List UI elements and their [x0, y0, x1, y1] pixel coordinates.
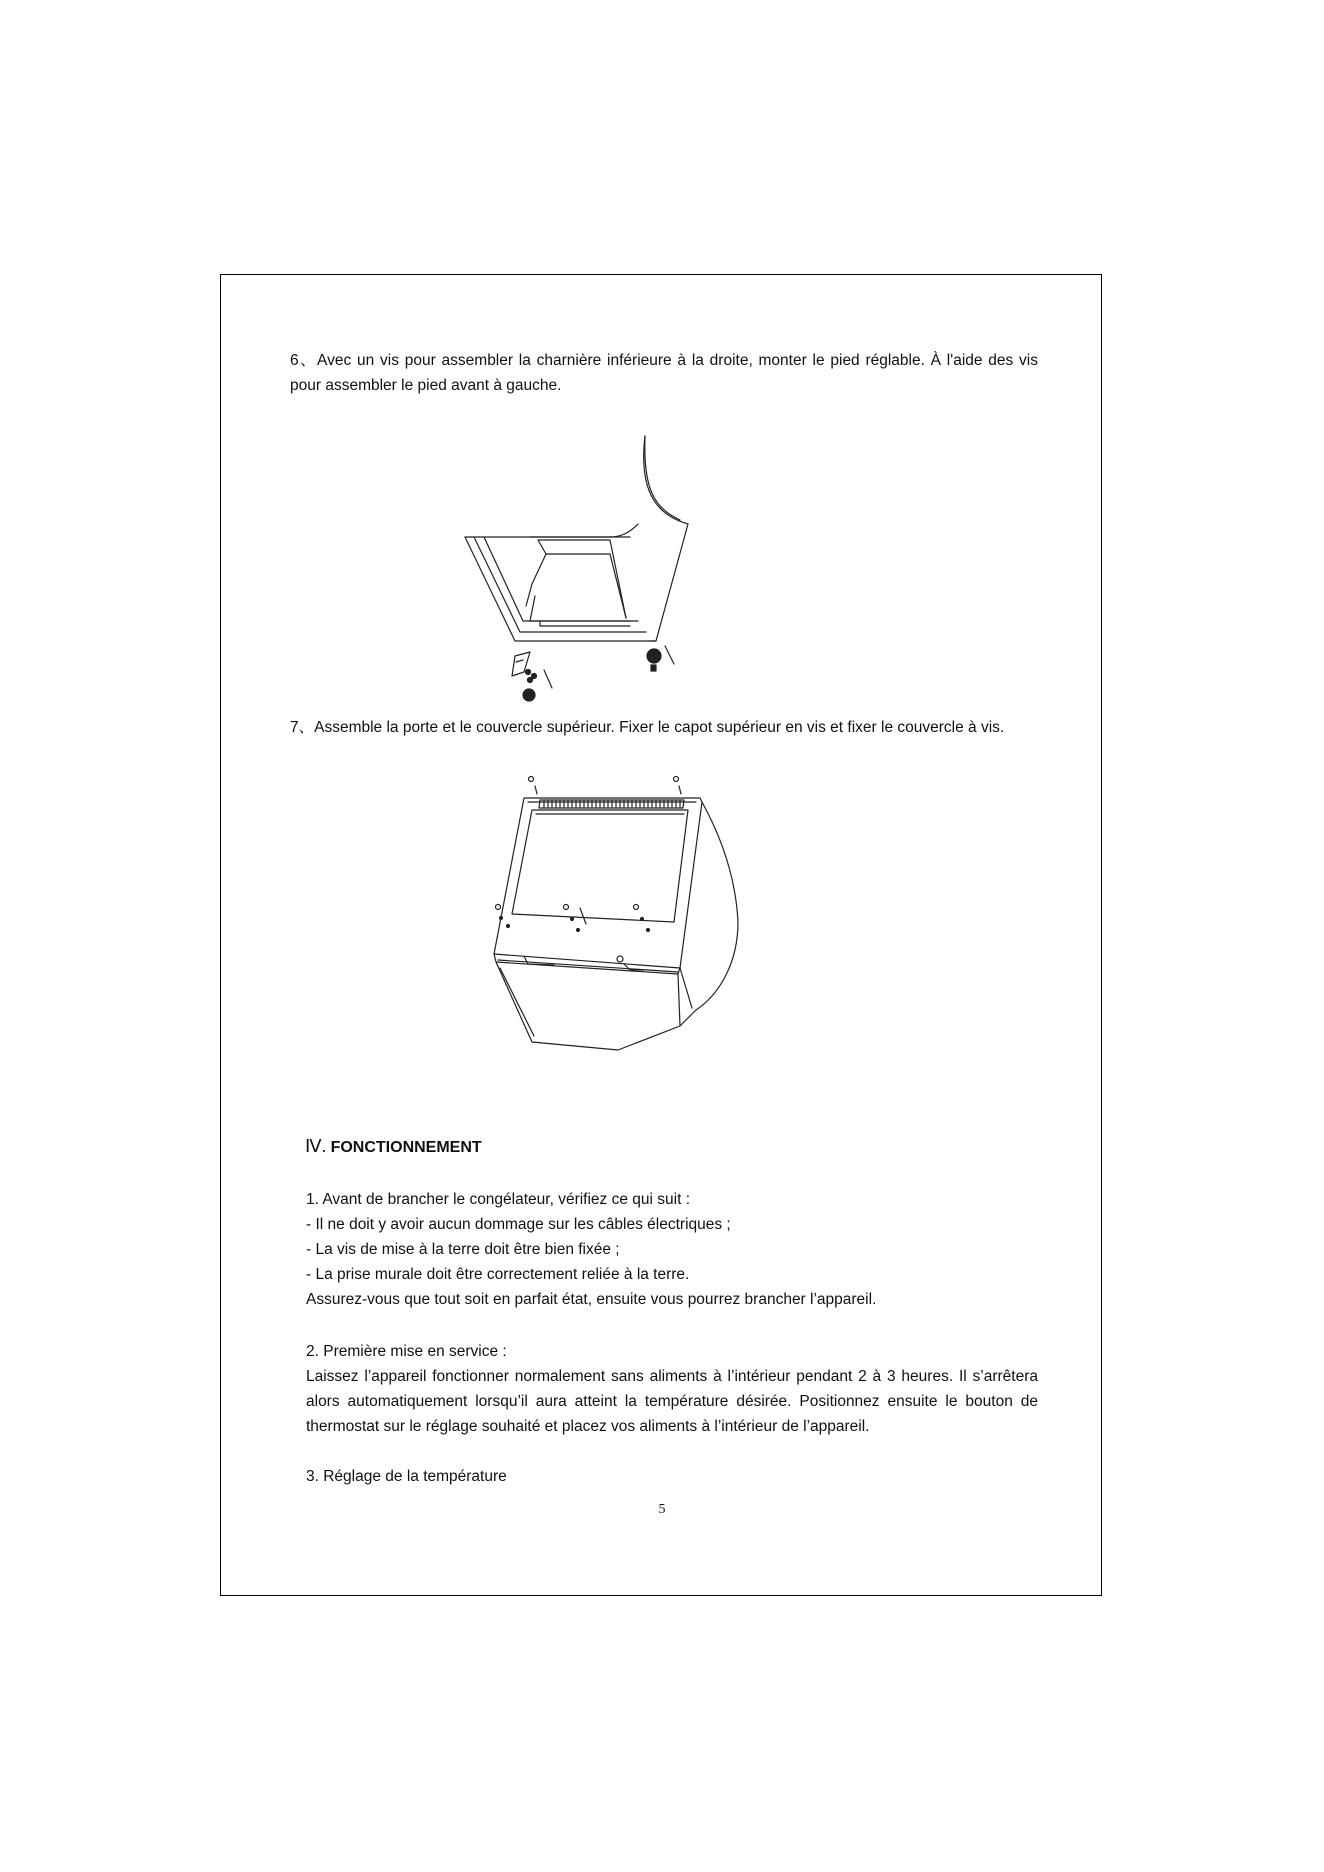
section-heading: FONCTIONNEMENT [330, 1139, 482, 1156]
pre-connection-checks [306, 1187, 1038, 1312]
step-6-instruction: 6、Avec un vis pour assembler la charnière inférieure à la droite, monter le pied réglable. À l'aide des vis pour assembler le pied avant à gauche. [290, 352, 1038, 394]
temperature-setting [306, 1464, 1038, 1489]
item-2-heading: 2. Première mise en service : [306, 1343, 507, 1360]
first-use [306, 1339, 1038, 1439]
item-3-heading: 3. Réglage de la température [306, 1468, 507, 1485]
hinge-feet-illustration [460, 436, 700, 706]
section-title [305, 1136, 482, 1157]
item-2-text: Laissez l’appareil fonctionner normalement sans aliments à l’intérieur pendant 2 à 3 heures. Il s’arrêtera alors automatiquement lorsqu’il aura atteint la température désirée. Positionnez ensuite le bouton de thermostat sur le réglage souhaité et placez vos aliments à l’intérieur de l’appareil. [306, 1368, 1038, 1435]
check-item: - Il ne doit y avoir aucun dommage sur les câbles électriques ; [306, 1216, 731, 1233]
section-number: Ⅳ. [305, 1136, 327, 1156]
item-1-conclusion: Assurez-vous que tout soit en parfait état, ensuite vous pourrez brancher l’appareil. [306, 1291, 877, 1308]
door-cover-illustration [484, 772, 754, 1058]
step-7-instruction: 7、Assemble la porte et le couvercle supérieur. Fixer le capot supérieur en vis et fixer le couvercle à vis. [290, 719, 1005, 736]
page-number: 5 [658, 1502, 666, 1517]
check-item: - La prise murale doit être correctement reliée à la terre. [306, 1266, 690, 1283]
item-1-heading: 1. Avant de brancher le congélateur, vérifiez ce qui suit : [306, 1191, 691, 1208]
check-item: - La vis de mise à la terre doit être bien fixée ; [306, 1241, 620, 1258]
